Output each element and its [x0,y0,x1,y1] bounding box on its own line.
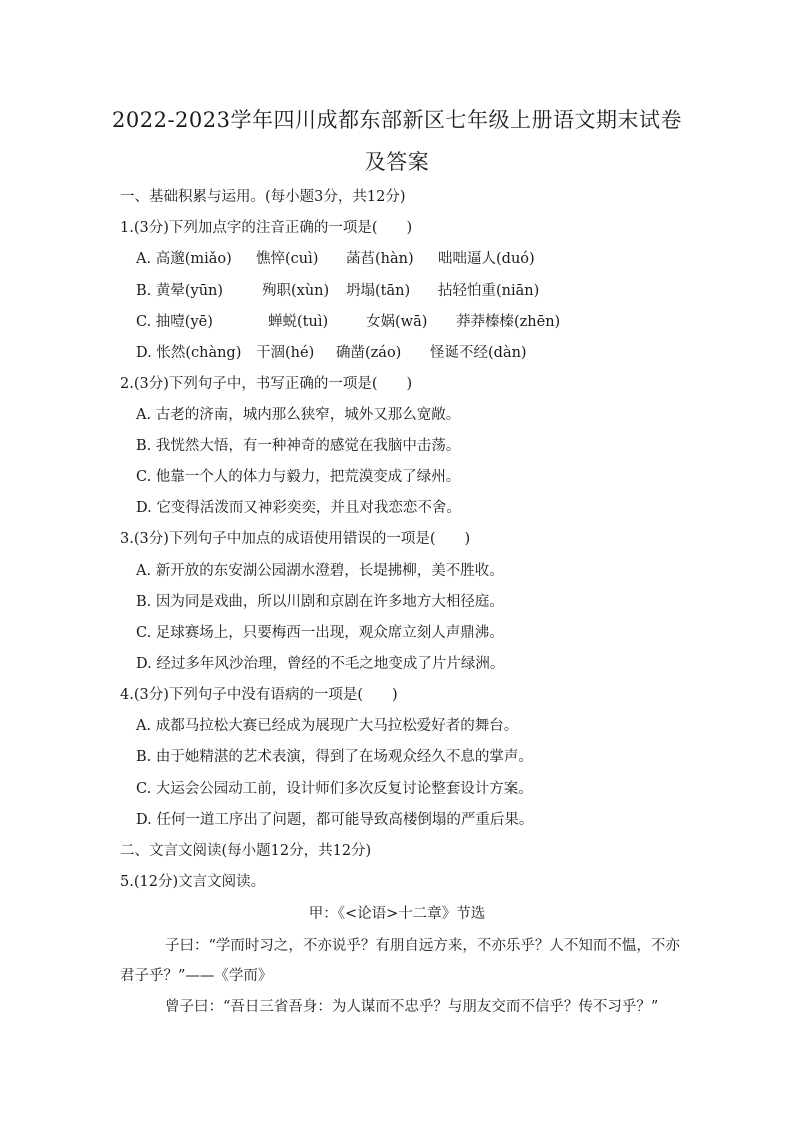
question-1-option-c [136,313,560,331]
question-4-option-d: D. 任何一道工序出了问题，都可能导致高楼倒塌的严重后果。 [136,812,534,828]
section-1-heading: 一、基础积累与运用。(每小题3分，共12分) [120,189,406,205]
passage-para-1-line-1: 子曰：“学而时习之，不亦说乎？有朋自远方来，不亦乐乎？人不知而不愠，不亦 [165,938,680,954]
question-2-option-d: D. 它变得活泼而又神彩奕奕，并且对我恋恋不舍。 [136,500,461,516]
q1-a-term-2: 憔悴(cuì) [256,251,319,267]
question-2-option-a: A. 古老的济南，城内那么狭窄，城外又那么宽敞。 [136,407,461,423]
q1-c-term-2: 蝉蜕(tuì) [268,314,329,330]
passage-para-1-line-2: 君子乎？”——《学而》 [120,968,273,984]
q1-b-term-2: 殉职(xùn) [262,283,330,299]
q1-a-term-3: 菡萏(hàn) [346,251,414,267]
question-4-option-a: A. 成都马拉松大赛已经成为展现广大马拉松爱好者的舞台。 [136,718,519,734]
q1-c-term-4: 莽莽榛榛(zhēn) [456,314,561,330]
question-1-option-d [136,344,527,362]
passage-para-2-line-1: 曾子曰：“吾日三省吾身：为人谋而不忠乎？与朋友交而不信乎？传不习乎？” [165,999,659,1015]
question-4-option-c: C. 大运会公园动工前，设计师们多次反复讨论整套设计方案。 [136,781,533,797]
q1-a-term-1: A. 高邈(miǎo) [136,251,232,267]
q1-a-term-4: 咄咄逼人(duó) [438,251,535,267]
question-3-option-d: D. 经过多年风沙治理，曾经的不毛之地变成了片片绿洲。 [136,656,505,672]
document-title-line-1: 2022-2023学年四川成都东部新区七年级上册语文期末试卷 [112,108,682,132]
question-3-option-c: C. 足球赛场上，只要梅西一出现，观众席立刻人声鼎沸。 [136,625,504,641]
q1-b-term-3: 坍塌(tān) [346,283,411,299]
question-1-option-a [136,250,535,268]
question-2-option-b: B. 我恍然大悟，有一种神奇的感觉在我脑中击荡。 [136,438,461,454]
section-2-heading: 二、文言文阅读(每小题12分，共12分) [120,843,372,859]
document-title-line-2: 及答案 [364,150,430,174]
q1-d-term-2: 干涸(hé) [256,345,315,361]
question-3-option-b: B. 因为同是戏曲，所以川剧和京剧在许多地方大相径庭。 [136,594,504,610]
q1-d-term-4: 怪诞不经(dàn) [430,345,527,361]
q1-d-term-3: 确凿(záo) [336,345,402,361]
passage-title: 甲：《<论语>十二章》节选 [308,906,486,922]
question-3-stem: 3.(3分)下列句子中加点的成语使用错误的一项是( ) [120,531,471,547]
question-2-stem: 2.(3分)下列句子中，书写正确的一项是( ) [120,376,413,392]
q1-d-term-1: D. 怅然(chàng) [136,345,242,361]
question-2-option-c: C. 他靠一个人的体力与毅力，把荒漠变成了绿州。 [136,469,461,485]
q1-b-term-4: 拈轻怕重(niān) [438,283,540,299]
question-1-option-b [136,282,539,300]
q1-b-term-1: B. 黄晕(yūn) [136,283,224,299]
question-5-stem: 5.(12分)文言文阅读。 [120,874,266,890]
question-4-stem: 4.(3分)下列句子中没有语病的一项是( ) [120,687,398,703]
question-4-option-b: B. 由于她精湛的艺术表演，得到了在场观众经久不息的掌声。 [136,749,533,765]
question-1-stem: 1.(3分)下列加点字的注音正确的一项是( ) [120,220,413,236]
q1-c-term-1: C. 抽噎(yē) [136,314,213,330]
q1-c-term-3: 女娲(wā) [366,314,428,330]
question-3-option-a: A. 新开放的东安湖公园湖水澄碧，长堤拂柳，美不胜收。 [136,563,504,579]
